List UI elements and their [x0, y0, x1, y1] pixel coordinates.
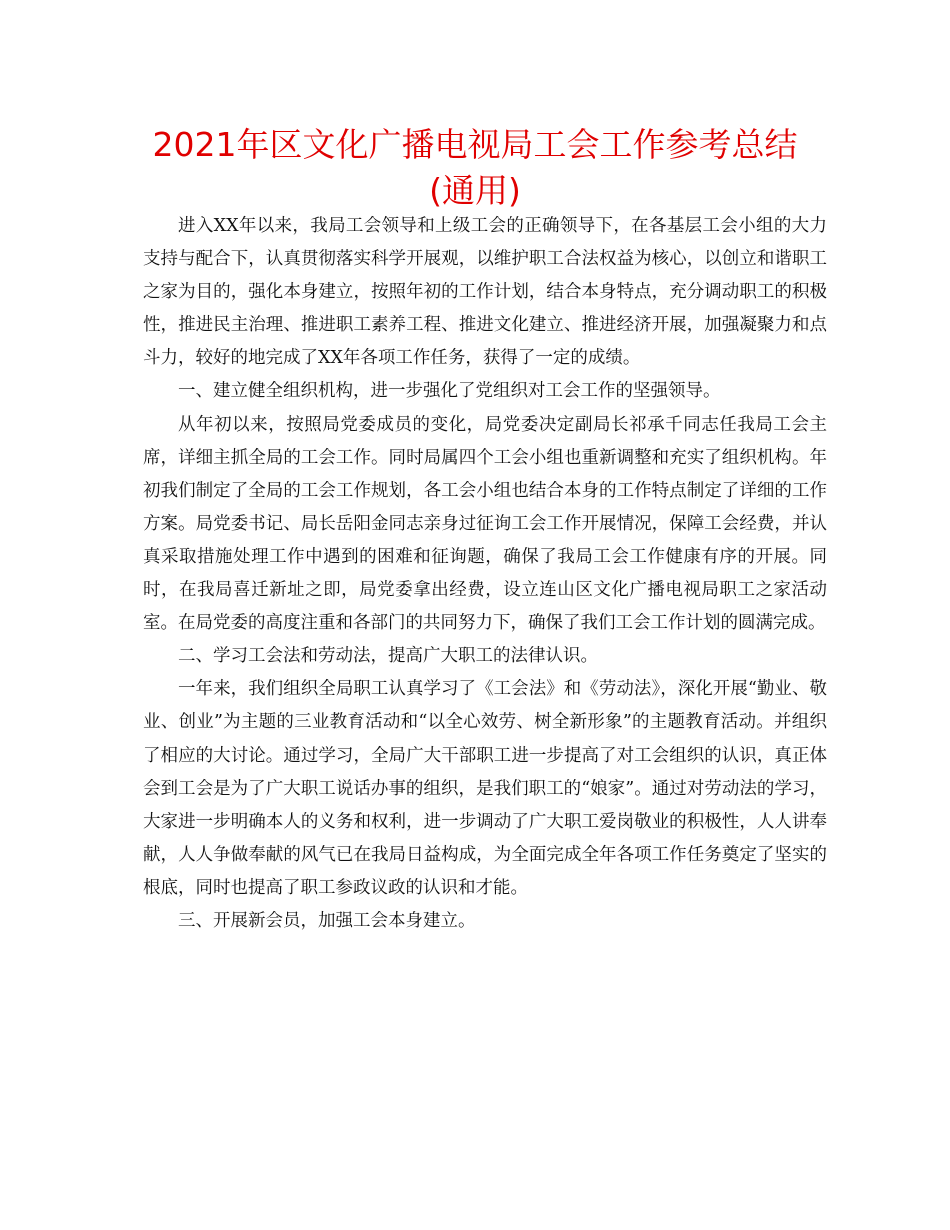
document-title-line1: 2021年区文化广播电视局工会工作参考总结: [152, 125, 798, 164]
paragraph-intro: 进入XX年以来，我局工会领导和上级工会的正确领导下，在各基层工会小组的大力支持与配合下，认真贯彻落实科学开展观，以维护职工合法权益为核心，以创立和谐职工之家为目的，强化本身建立，按照年初的工作计划，结合本身特点，充分调动职工的积极性，推进民主治理、推进职工素养工程、推进文化建立、推进经济开展，加强凝聚力和点斗力，较好的地完成了XX年各项工作任务，获得了一定的成绩。: [143, 216, 827, 369]
document-body: [143, 210, 827, 938]
section-heading-2: 二、学习工会法和劳动法，提高广大职工的法律认识。: [178, 646, 598, 667]
document-title-line2: (通用): [429, 171, 521, 210]
section-heading-3: 三、开展新会员，加强工会本身建立。: [178, 910, 476, 931]
section-heading-1: 一、建立健全组织机构，进一步强化了党组织对工会工作的坚强领导。: [178, 381, 721, 402]
paragraph-section-2: 一年来，我们组织全局职工认真学习了《工会法》和《劳动法》，深化开展“勤业、敬业、创业”为主题的三业教育活动和“以全心效劳、树全新形象”的主题教育活动。并组织了相应的大讨论。通过学习，全局广大干部职工进一步提高了对工会组织的认识，真正体会到工会是为了广大职工说话办事的组织，是我们职工的“娘家”。通过对劳动法的学习，大家进一步明确本人的义务和权利，进一步调动了广大职工爱岗敬业的积极性，人人讲奉献，人人争做奉献的风气已在我局日益构成，为全面完成全年各项工作任务奠定了坚实的根底，同时也提高了职工参政议政的认识和才能。: [143, 679, 827, 898]
paragraph-section-1: 从年初以来，按照局党委成员的变化，局党委决定副局长祁承千同志任我局工会主席，详细主抓全局的工会工作。同时局属四个工会小组也重新调整和充实了组织机构。年初我们制定了全局的工会工作规划，各工会小组也结合本身的工作特点制定了详细的工作方案。局党委书记、局长岳阳金同志亲身过征询工会工作开展情况，保障工会经费，并认真采取措施处理工作中遇到的困难和征询题，确保了我局工会工作健康有序的开展。同时，在我局喜迁新址之即，局党委拿出经费，设立连山区文化广播电视局职工之家活动室。在局党委的高度注重和各部门的共同努力下，确保了我们工会工作计划的圆满完成。: [143, 414, 827, 634]
